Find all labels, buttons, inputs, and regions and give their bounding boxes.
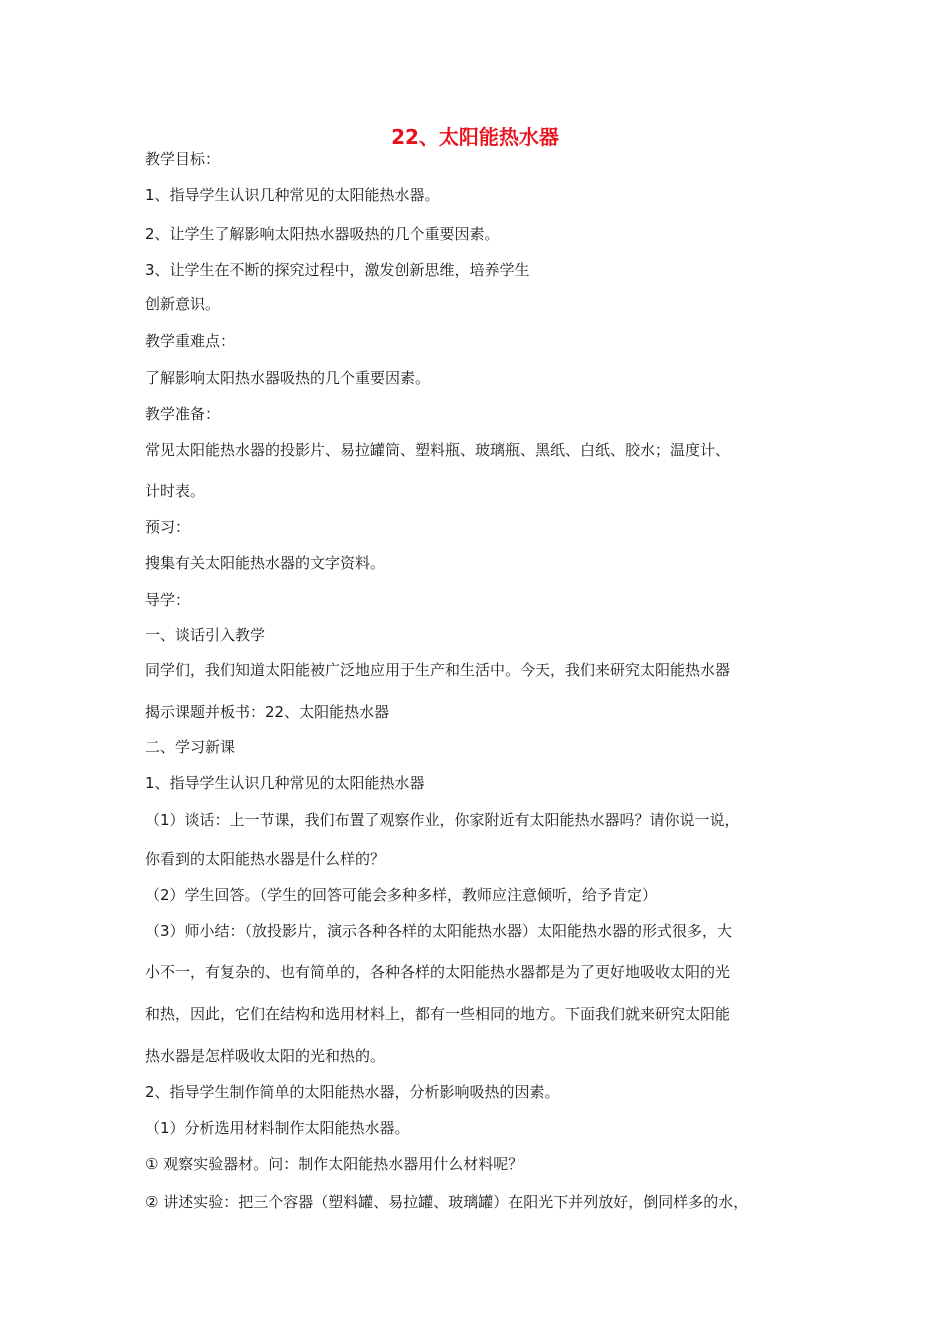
preparation-text-cont: 计时表。 (145, 482, 206, 500)
step-1-item-1: （1）谈话：上一节课，我们布置了观察作业，你家附近有太阳能热水器吗？请你说一说， (145, 811, 740, 829)
step-1-item-3-cont-2: 和热，因此，它们在结构和选用材料上，都有一些相同的地方。下面我们就来研究太阳能 (145, 1005, 731, 1023)
document-title: 22、太阳能热水器 (391, 125, 559, 149)
preparation-text: 常见太阳能热水器的投影片、易拉罐筒、塑料瓶、玻璃瓶、黑纸、白纸、胶水；温度计、 (145, 441, 731, 459)
objective-item-3: 3、让学生在不断的探究过程中，激发创新思维，培养学生 (145, 261, 530, 279)
section-heading-preparation: 教学准备： (145, 405, 221, 423)
key-points-text: 了解影响太阳热水器吸热的几个重要因素。 (145, 369, 431, 387)
step-2-item-1-a: ① 观察实验器材。问：制作太阳能热水器用什么材料呢？ (145, 1155, 524, 1173)
step-2-item-1: （1）分析选用材料制作太阳能热水器。 (145, 1119, 410, 1137)
objective-item-3-cont: 创新意识。 (145, 295, 221, 313)
step-1-item-2: （2）学生回答。（学生的回答可能会多种多样，教师应注意倾听，给予肯定） (145, 886, 658, 904)
step-2-heading: 2、指导学生制作简单的太阳能热水器，分析影响吸热的因素。 (145, 1083, 560, 1101)
step-1-item-3: （3）师小结：（放投影片，演示各种各样的太阳能热水器）太阳能热水器的形式很多，大 (145, 922, 733, 940)
intro-paragraph: 同学们，我们知道太阳能被广泛地应用于生产和生活中。今天，我们来研究太阳能热水器 (145, 661, 731, 679)
step-1-item-3-cont-1: 小不一，有复杂的、也有简单的，各种各样的太阳能热水器都是为了更好地吸收太阳的光 (145, 963, 731, 981)
board-topic: 揭示课题并板书：22、太阳能热水器 (145, 703, 390, 721)
section-heading-key-points: 教学重难点： (145, 332, 236, 350)
step-2-item-1-b: ② 讲述实验：把三个容器（塑料罐、易拉罐、玻璃罐）在阳光下并列放好，倒同样多的水， (145, 1193, 749, 1211)
section-heading-preview: 预习： (145, 518, 191, 536)
step-1-item-1-cont: 你看到的太阳能热水器是什么样的？ (145, 850, 386, 868)
part-one-heading: 一、谈话引入教学 (145, 626, 266, 644)
preview-text: 搜集有关太阳能热水器的文字资料。 (145, 554, 386, 572)
section-heading-guide: 导学： (145, 591, 191, 609)
section-heading-objectives: 教学目标： (145, 150, 221, 168)
objective-item-1: 1、指导学生认识几种常见的太阳能热水器。 (145, 186, 440, 204)
part-two-heading: 二、学习新课 (145, 738, 236, 756)
objective-item-2: 2、让学生了解影响太阳热水器吸热的几个重要因素。 (145, 225, 500, 243)
step-1-item-3-cont-3: 热水器是怎样吸收太阳的光和热的。 (145, 1047, 386, 1065)
step-1-heading: 1、指导学生认识几种常见的太阳能热水器 (145, 774, 425, 792)
